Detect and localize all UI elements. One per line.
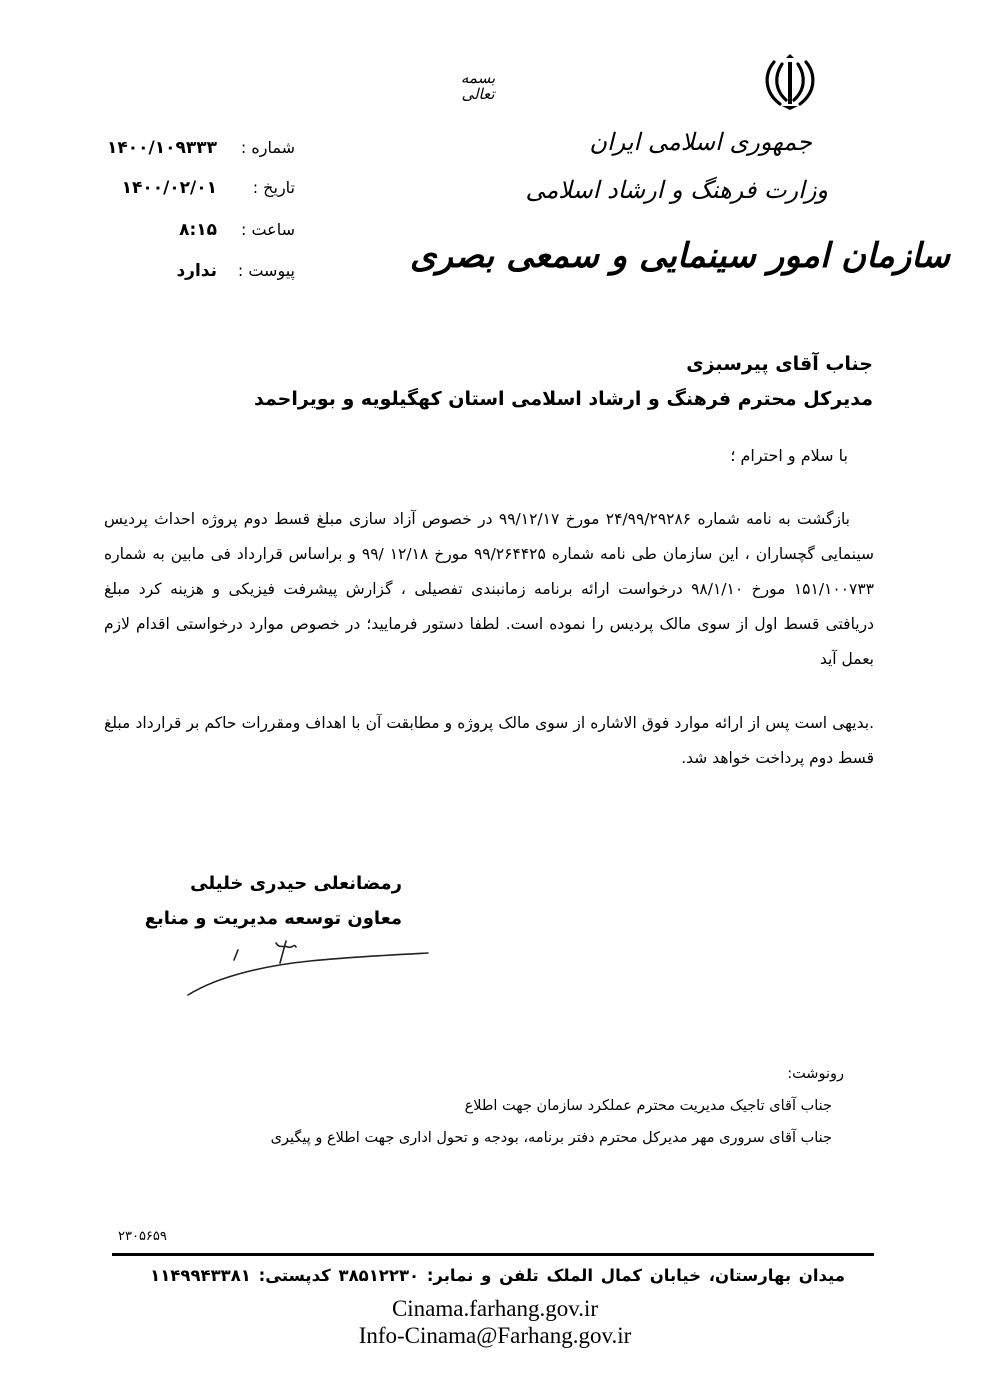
meta-value: ندارد <box>176 261 217 281</box>
signatory-title: معاون توسعه مدیریت و منابع <box>144 908 402 929</box>
addressee-title: مدیرکل محترم فرهنگ و ارشاد اسلامی استان کهگیلویه و بویراحمد <box>253 388 873 410</box>
footer-divider <box>112 1253 874 1256</box>
cc-item: جناب آقای تاجیک مدیریت محترم عملکرد سازمان جهت اطلاع <box>464 1098 832 1114</box>
addressee-name: جناب آقای پیرسبزی <box>686 353 873 375</box>
body-paragraph-2: .بدیهی است پس از ارائه موارد فوق الاشاره از سوی مالک پروژه و مطابقت آن با اهداف ومقررات حاکم بر قرارداد مبلغ قسط دوم پرداخت خواهد شد. <box>104 714 874 767</box>
meta-number <box>107 138 295 158</box>
meta-label: تاریخ : <box>252 178 295 197</box>
cc-label: رونوشت: <box>787 1066 844 1082</box>
meta-value: ۸:۱۵ <box>179 220 217 240</box>
footer-address: میدان بهارستان، خیابان کمال الملک تلفن و نمابر: ۳۸۵۱۲۲۳۰ کدپستی: ۱۱۴۹۹۴۳۳۸۱ <box>150 1266 845 1285</box>
invocation: بسمه تعالی <box>460 69 496 103</box>
greeting: با سلام و احترام ؛ <box>730 446 848 465</box>
iran-emblem-icon <box>760 52 820 112</box>
letterhead-organization: سازمان امور سینمایی و سمعی بصری <box>409 236 950 276</box>
meta-label: ساعت : <box>240 220 295 239</box>
meta-label: شماره : <box>240 138 295 157</box>
signatory-name: رمضانعلی حیدری خلیلی <box>190 873 402 894</box>
meta-value: ۱۴۰۰/۱۰۹۳۳۳ <box>107 138 217 158</box>
meta-date <box>122 178 295 198</box>
body-paragraph-1: بازگشت به نامه شماره ۲۴/۹۹/۲۹۲۸۶ مورخ ۹۹/۱۲/۱۷ در خصوص آزاد سازی مبلغ قسط دوم پروژه احداث پردیس سینمایی گچساران ، این سازمان طی نامه شماره ۹۹/۲۶۴۴۲۵ مورخ ۱۲/۱۸ /۹۹ و براساس قرارداد فی مابین به شماره ۱۵۱/۱۰۰۷۳۳ مورخ ۹۸/۱/۱۰ درخواست ارائه برنامه زمانبندی تفصیلی ، گزارش پیشرفت فیزیکی و هزینه کرد مبلغ دریافتی قسط اول از سوی مالک پردیس را نموده است. لطفا دستور فرمایید؛ در خصوص موارد درخواستی اقدام لازم بعمل آید <box>104 510 875 668</box>
meta-time <box>179 220 295 240</box>
meta-label: پیوست : <box>237 261 295 280</box>
meta-value: ۱۴۰۰/۰۲/۰۱ <box>121 178 217 198</box>
letterhead-country: جمهوری اسلامی ایران <box>589 128 812 156</box>
cc-item: جناب آقای سروری مهر مدیرکل محترم دفتر برنامه، بودجه و تحول اداری جهت اطلاع و پیگیری <box>270 1130 832 1146</box>
handwritten-signature-icon <box>180 935 440 1005</box>
footer-email-link[interactable]: Info-Cinama@Farhang.gov.ir <box>358 1323 632 1348</box>
meta-attachment <box>176 261 295 281</box>
footer-website-link[interactable]: Cinama.farhang.gov.ir <box>391 1296 599 1321</box>
reference-code: ۲۳۰۵۶۵۹ <box>118 1229 167 1244</box>
letterhead-ministry: وزارت فرهنگ و ارشاد اسلامی <box>525 176 828 204</box>
